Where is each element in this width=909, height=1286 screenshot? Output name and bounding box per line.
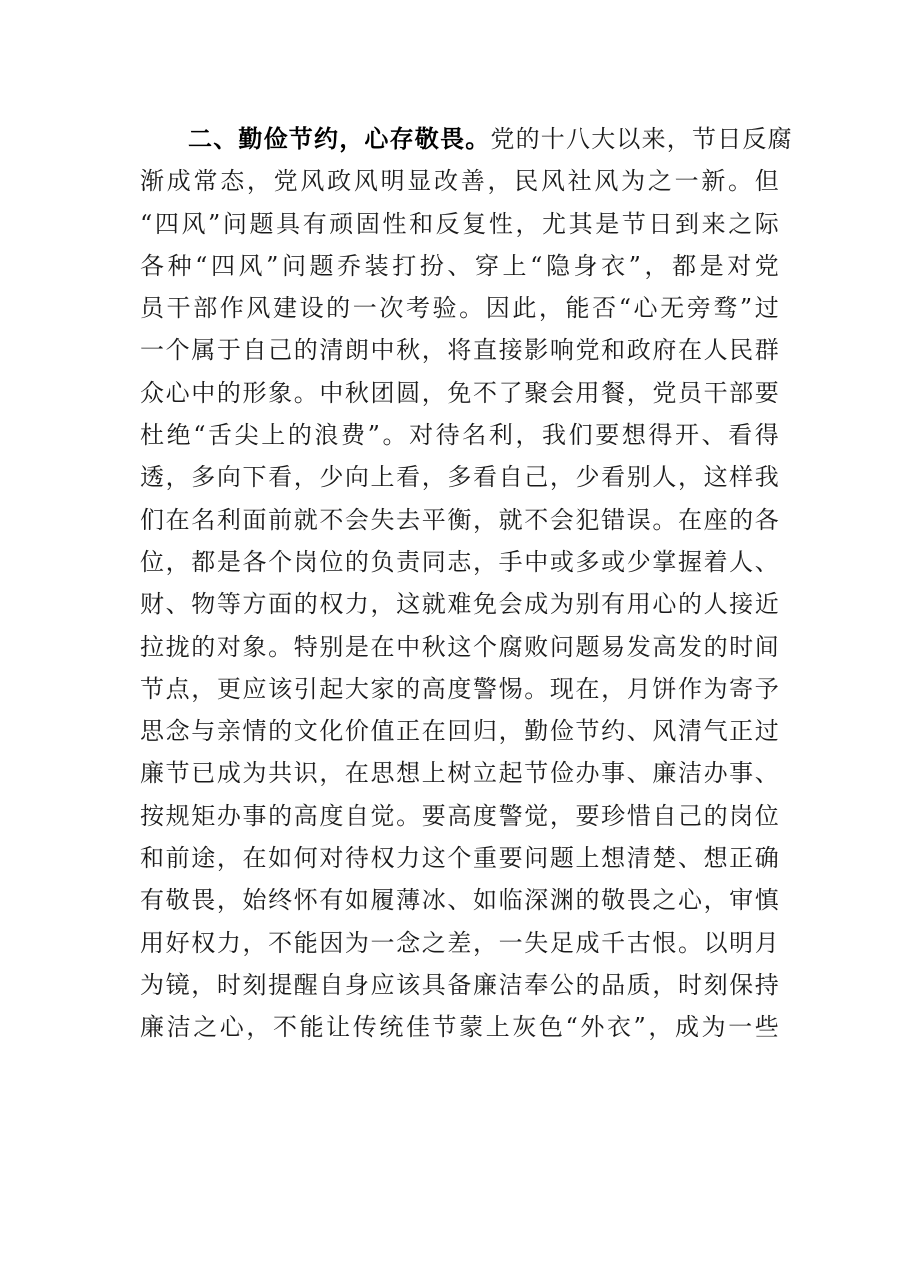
text-line: 廉节已成为共识，在思想上树立起节俭办事、廉洁办事、 [140,759,780,788]
text-line: 节点，更应该引起大家的高度警惕。现在，月饼作为寄予 [140,674,780,703]
text-line: 思念与亲情的文化价值正在回归，勤俭节约、风清气正过 [140,717,780,746]
paragraph-first-line [140,118,793,160]
section-heading: 二、勤俭节约，心存敬畏。 [188,125,491,153]
text-line: 用好权力，不能因为一念之差，一失足成千古恨。以明月 [140,928,780,957]
text-line: 为镜，时刻提醒自身应该具备廉洁奉公的品质，时刻保持 [140,970,780,999]
text-line: “四风”问题具有顽固性和反复性，尤其是节日到来之际 [140,209,780,238]
text-line: 财、物等方面的权力，这就难免会成为别有用心的人接近 [140,590,780,619]
text-line: 们在名利面前就不会失去平衡，就不会犯错误。在座的各 [140,505,780,534]
text-line: 廉洁之心，不能让传统佳节蒙上灰色“外衣”，成为一些 [140,1013,780,1042]
text-line: 位，都是各个岗位的负责同志，手中或多或少掌握着人、 [140,547,780,576]
text-line: 有敬畏，始终怀有如履薄冰、如临深渊的敬畏之心，审慎 [140,886,780,915]
text-line: 各种“四风”问题乔装打扮、穿上“隐身衣”，都是对党 [140,251,780,280]
text-line: 员干部作风建设的一次考验。因此，能否“心无旁骛”过 [140,294,780,323]
text-line: 杜绝“舌尖上的浪费”。对待名利，我们要想得开、看得 [140,421,780,450]
text-line: 一个属于自己的清朗中秋，将直接影响党和政府在人民群 [140,336,780,365]
text-line: 众心中的形象。中秋团圆，免不了聚会用餐，党员干部要 [140,378,780,407]
body-paragraph [140,118,793,1049]
first-line-text: 党的十八大以来，节日反腐 [490,125,793,153]
text-line: 拉拢的对象。特别是在中秋这个腐败问题易发高发的时间 [140,632,780,661]
text-line: 透，多向下看，少向上看，多看自己，少看别人，这样我 [140,463,780,492]
text-line: 按规矩办事的高度自觉。要高度警觉，要珍惜自己的岗位 [140,801,780,830]
text-line: 渐成常态，党风政风明显改善，民风社风为之一新。但 [140,167,780,196]
text-line: 和前途，在如何对待权力这个重要问题上想清楚、想正确 [140,844,780,873]
